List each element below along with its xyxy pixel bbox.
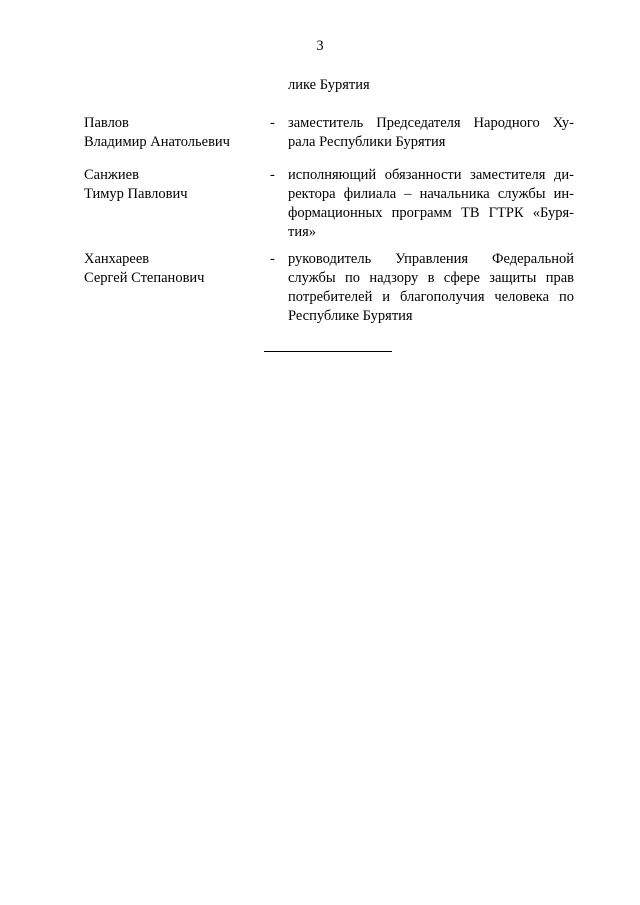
position-line: Республике Бурятия [288, 308, 413, 324]
end-separator-line [264, 351, 392, 352]
position-line: тия» [288, 224, 317, 240]
member-surname: Ханхареев [84, 251, 150, 267]
position-line: формационных программ ТВ ГТРК «Буря- [288, 205, 574, 221]
member-given-name: Владимир Анатольевич [84, 134, 230, 150]
dash-separator: - [270, 115, 275, 131]
member-given-name: Тимур Павлович [84, 186, 188, 202]
position-line: потребителей и благополучия человека по [288, 289, 574, 305]
position-line: заместитель Председателя Народного Ху- [288, 115, 574, 131]
member-surname: Павлов [84, 115, 129, 131]
member-position [288, 114, 574, 152]
member-surname: Санжиев [84, 167, 139, 183]
position-line: рала Республики Бурятия [288, 134, 446, 150]
position-line: службы по надзору в сфере защиты прав [288, 270, 574, 286]
member-position [288, 250, 574, 326]
dash-separator: - [270, 251, 275, 267]
position-line: руководитель Управления Федеральной [288, 251, 574, 267]
dash-separator: - [270, 167, 275, 183]
member-name [84, 250, 264, 288]
member-name [84, 114, 264, 152]
position-line: исполняющий обязанности заместителя ди- [288, 167, 574, 183]
page-number: 3 [316, 38, 324, 54]
continuation-text: лике Бурятия [288, 77, 370, 93]
member-position [288, 166, 574, 242]
member-given-name: Сергей Степанович [84, 270, 205, 286]
position-line: ректора филиала – начальника службы ин- [288, 186, 574, 202]
member-name [84, 166, 264, 204]
